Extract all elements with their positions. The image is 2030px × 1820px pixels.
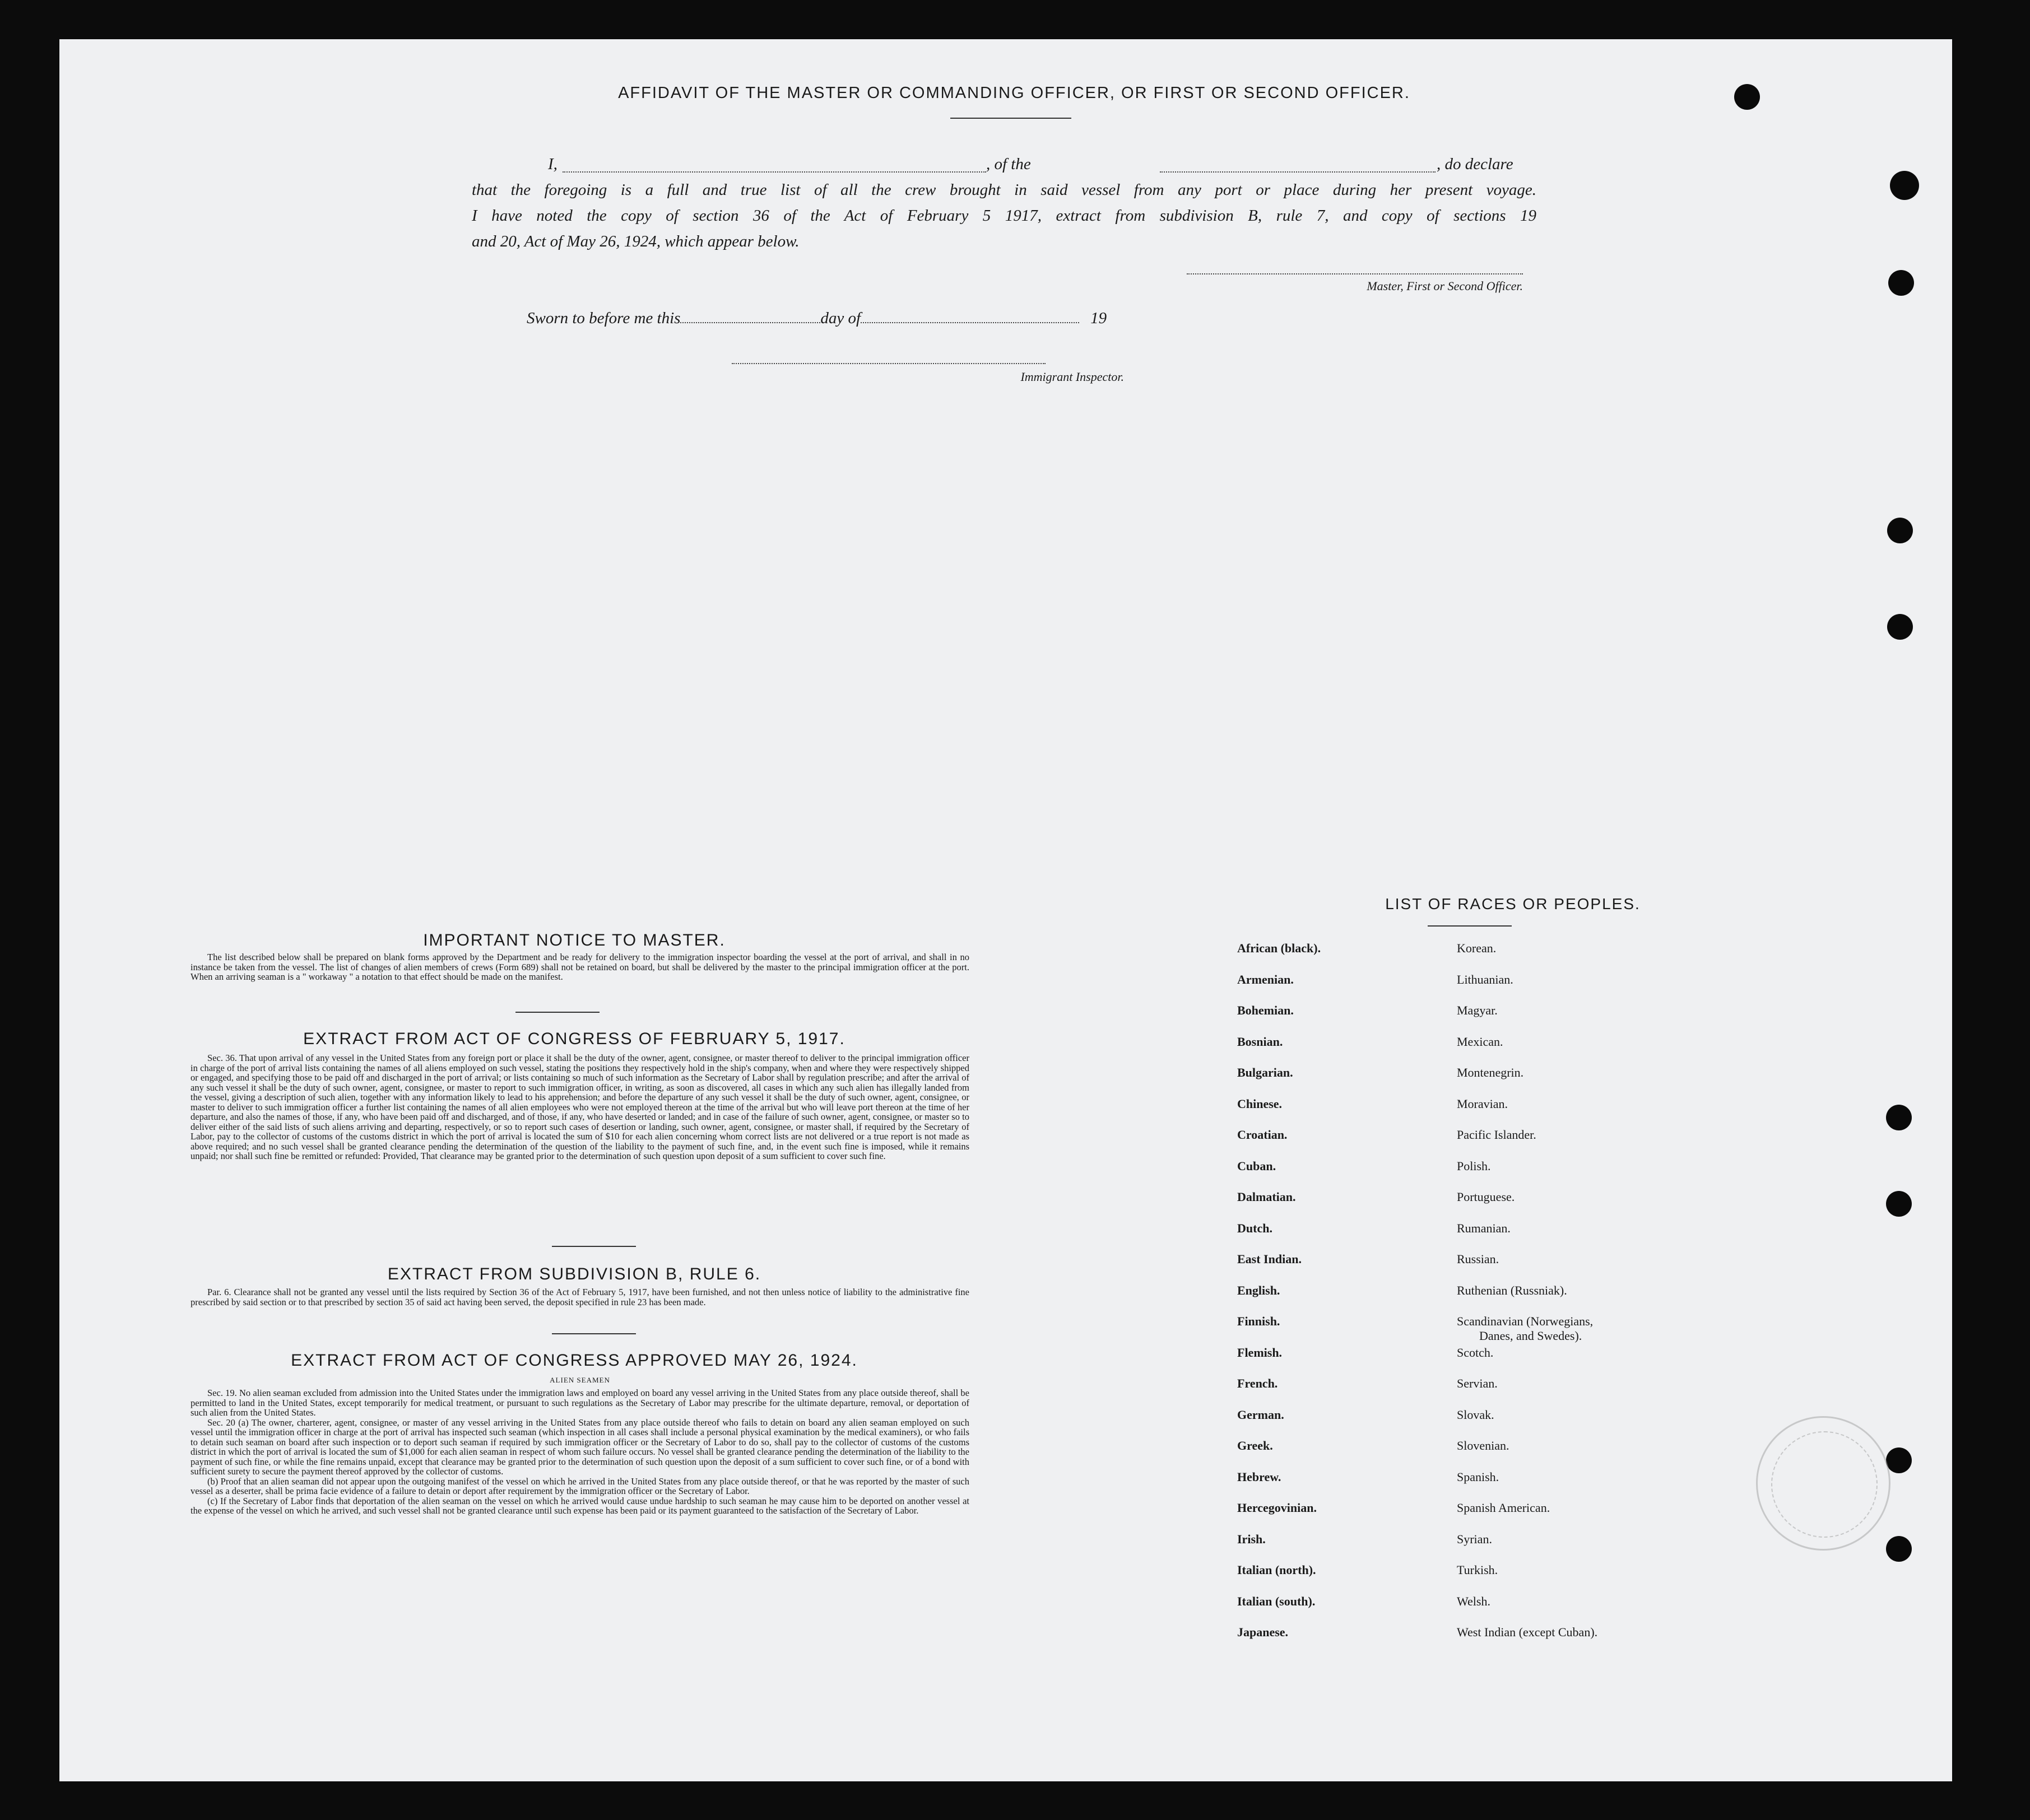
- punch-hole: [1886, 1447, 1912, 1473]
- race-item: Bohemian.: [1237, 1003, 1294, 1017]
- race-item: Slovenian.: [1457, 1439, 1509, 1453]
- sworn-start: Sworn to before me this: [527, 309, 681, 327]
- day-blank: [680, 322, 820, 323]
- race-item: Chinese.: [1237, 1096, 1283, 1111]
- affidavit-line-2: that the foregoing is a full and true list of all the crew brought in said vessel from any port or place during her present voyage.: [472, 181, 1536, 199]
- race-item: Bulgarian.: [1237, 1065, 1293, 1079]
- sec-20c-paragraph: (c) If the Secretary of Labor finds that deportation of the alien seaman on the vessel on which he arrived would cause undue hardship to such seaman he may cause him to be deported on another vessel at the expense of the vessel on which he arrived, and such vessel shall not be granted clearance until such expense has been paid or its payment guaranteed to the satisfaction of the Secretary of Labor.: [191, 1495, 969, 1516]
- race-item: French.: [1237, 1376, 1278, 1390]
- punch-hole: [1887, 614, 1913, 640]
- divider: [552, 1246, 636, 1247]
- race-item: Spanish.: [1457, 1469, 1499, 1484]
- race-item: Spanish American.: [1457, 1501, 1550, 1515]
- race-item: Lithuanian.: [1457, 972, 1513, 986]
- races-column-1: [1237, 941, 1321, 1656]
- notice-title: IMPORTANT NOTICE TO MASTER.: [423, 931, 726, 949]
- affidavit-declare: , do declare: [1437, 155, 1513, 173]
- embossed-seal: [1756, 1416, 1890, 1551]
- race-item: Servian.: [1457, 1376, 1498, 1390]
- extract-1924-text: [191, 1388, 969, 1516]
- punch-hole: [1886, 1536, 1912, 1562]
- extract-1917-text: [191, 1053, 969, 1161]
- race-item: Scandinavian (Norwegians,: [1457, 1314, 1594, 1328]
- race-item: English.: [1237, 1283, 1280, 1297]
- sec-19-paragraph: Sec. 19. No alien seaman excluded from admission into the United States under the immigration laws and employed on board any vessel arriving in the United States from any place outside thereof, shall be permitted to land in the United States, except temporarily for medical treatment, or pursuant to such regulations as the Secretary of Labor may prescribe for the ultimate departure, removal, or deportation of such alien from the United States.: [191, 1388, 969, 1418]
- race-item: Dalmatian.: [1237, 1190, 1296, 1204]
- extract-1917-title: EXTRACT FROM ACT OF CONGRESS OF FEBRUARY 5, 1917.: [303, 1030, 846, 1048]
- race-item: Mexican.: [1457, 1034, 1503, 1049]
- notice-paragraph: The list described below shall be prepared on blank forms approved by the Department and be ready for delivery to the immigration inspector boarding the vessel at the port of arrival, and shall in no instance be taken from the vessel. The list of changes of alien members of crews (Form 689) shall not be retained on board, but shall be delivered by the master to the principal immigration officer at the port. When an arriving seaman is a " workaway " a notation to that effect should be made on the manifest.: [191, 952, 969, 982]
- race-item: Irish.: [1237, 1532, 1266, 1546]
- race-item: Italian (north).: [1237, 1563, 1316, 1577]
- punch-hole: [1886, 1105, 1912, 1130]
- race-item: Slovak.: [1457, 1407, 1494, 1422]
- extract-rule6-title: EXTRACT FROM SUBDIVISION B, RULE 6.: [387, 1265, 761, 1283]
- sworn-mid: day of: [820, 309, 861, 327]
- vessel-blank: [1160, 171, 1436, 173]
- inspector-label: Immigrant Inspector.: [1020, 370, 1124, 384]
- master-signature-line: [1187, 273, 1523, 274]
- race-item: Polish.: [1457, 1158, 1491, 1173]
- race-item: Welsh.: [1457, 1594, 1490, 1608]
- race-item: Bosnian.: [1237, 1034, 1283, 1049]
- race-item: Turkish.: [1457, 1563, 1498, 1577]
- race-item: African (black).: [1237, 941, 1321, 955]
- punch-hole: [1887, 518, 1913, 543]
- race-item: Rumanian.: [1457, 1221, 1511, 1235]
- divider: [515, 1012, 600, 1013]
- sec-20b-paragraph: (b) Proof that an alien seaman did not appear upon the outgoing manifest of the vessel on which he arrived in the United States from any place outside thereof, or that he was reported by the master of such vessel as a deserter, shall be prima facie evidence of a failure to detain or deport after requirement by the immigration officer or the Secretary of Labor.: [191, 1475, 969, 1496]
- race-item: Portuguese.: [1457, 1190, 1515, 1204]
- race-item: Finnish.: [1237, 1314, 1280, 1328]
- race-item: West Indian (except Cuban).: [1457, 1625, 1598, 1639]
- sworn-line: [527, 309, 1107, 328]
- divider: [1428, 925, 1512, 927]
- inspector-signature-line: [732, 363, 1046, 364]
- race-item: Scotch.: [1457, 1345, 1494, 1360]
- races-column-2: [1457, 941, 1597, 1656]
- affidavit-title: AFFIDAVIT OF THE MASTER OR COMMANDING OFFICER, OR FIRST OR SECOND OFFICER.: [618, 84, 1410, 102]
- affidavit-of-the: , of the: [986, 155, 1031, 173]
- punch-hole: [1888, 270, 1914, 296]
- race-item: Croatian.: [1237, 1128, 1288, 1142]
- affidavit-line-1: [472, 151, 1536, 177]
- race-item: Moravian.: [1457, 1096, 1508, 1111]
- race-item: Flemish.: [1237, 1345, 1283, 1360]
- divider: [950, 118, 1071, 119]
- races-title: LIST OF RACES OR PEOPLES.: [1385, 895, 1641, 913]
- punch-hole: [1886, 1191, 1912, 1217]
- race-item: Magyar.: [1457, 1003, 1498, 1017]
- affidavit-line-4: and 20, Act of May 26, 1924, which appear below.: [472, 232, 800, 250]
- divider: [552, 1333, 636, 1334]
- race-item: Montenegrin.: [1457, 1065, 1524, 1079]
- extract-rule6-paragraph: Par. 6. Clearance shall not be granted any vessel until the lists required by Section 36 of the Act of February 5, 1917, have been furnished, and not then unless notice of liability to the administrative fine prescribed by said section or to that prescribed by section 35 of said act having been served, the deposit specified in rule 23 has been made.: [191, 1287, 969, 1307]
- race-item: Korean.: [1457, 941, 1497, 955]
- race-item: Greek.: [1237, 1439, 1273, 1453]
- race-item: Ruthenian (Russniak).: [1457, 1283, 1567, 1297]
- race-item: Russian.: [1457, 1252, 1499, 1266]
- alien-seamen-heading: ALIEN SEAMEN: [550, 1376, 610, 1384]
- master-signature-label: Master, First or Second Officer.: [1367, 279, 1523, 293]
- affidavit-i: I,: [548, 155, 558, 173]
- race-item: German.: [1237, 1407, 1284, 1422]
- race-item: Danes, and Swedes).: [1479, 1329, 1582, 1343]
- sworn-year: 19: [1090, 309, 1107, 327]
- race-item: Italian (south).: [1237, 1594, 1316, 1608]
- affidavit-line-3: I have noted the copy of section 36 of the Act of February 5 1917, extract from subdivision B, rule 7, and copy of sections 19: [472, 207, 1536, 225]
- punch-hole: [1734, 84, 1760, 110]
- race-item: Dutch.: [1237, 1221, 1272, 1235]
- sec-20a-paragraph: Sec. 20 (a) The owner, charterer, agent, consignee, or master of any vessel arriving in the United States from any place outside thereof who fails to detain on board any alien seaman employed on such vessel until the immigration officer in charge at the port of arrival has inspected such seaman (which inspection in all cases shall include a personal physical examination by the medical examiners), or who fails to detain such seaman on board after such inspection or to deport such seaman if required by such immigration officer or the Secretary of Labor to do so, shall pay to the collector of customs of the customs district in which the port of arrival is located the sum of $1,000 for each alien seaman in respect of whom such failure occurs. No vessel shall be granted clearance pending the determination of the liability to the payment of such fine, or while the fine remains unpaid, except that clearance may be granted prior to the determination of such question upon the deposit of a sum sufficient to cover such fine, or of a bond with sufficient surety to secure the payment thereof approved by the collector of customs.: [191, 1417, 969, 1477]
- race-item: Hebrew.: [1237, 1469, 1281, 1484]
- name-blank: [563, 171, 986, 173]
- race-item: Syrian.: [1457, 1532, 1492, 1546]
- extract-1917-paragraph: Sec. 36. That upon arrival of any vessel in the United States from any foreign port or place it shall be the duty of the owner, agent, consignee, or master thereof to deliver to the principal immigration officer in charge of the port of arrival lists containing the names of all aliens employed on such vessel, stating the positions they respectively hold in the ship's company, when and where they were respectively shipped or engaged, and specifying those to be paid off and discharged in the port of arrival; or lists containing so much of such information as the Secretary of Labor shall by regulation prescribe; and after the arrival of any such vessel it shall be the duty of such owner, agent, consignee, or master to report to such immigration officer, in writing, as soon as discovered, all cases in which any such alien has illegally landed from the vessel, giving a description of such alien, together with any information likely to lead to his apprehension; and before the departure of any such vessel it shall be the duty of such owner, agent, consignee, or master to deliver to such immigration officer a further list containing the names of all alien employees who were not employed thereon at the time of the arrival but who will leave port thereon at the time of her departure, and also the names of those, if any, who have been paid off and discharged, and of those, if any, who have deserted or landed; and in case of the failure of such owner, agent, consignee, or master so to deliver either of the said lists of such aliens arriving and departing, respectively, or so to report such cases of desertion or landing, such owner, agent, consignee, or master shall, if required by the Secretary of Labor, pay to the collector of customs of the customs district in which the port of arrival is located the sum of $10 for each alien concerning whom correct lists are not delivered or a true report is not made as above required; and no such vessel shall be granted clearance pending the determination of the question of the liability to the payment of such fine, and, in the event such fine is imposed, while it remains unpaid; nor shall such fine be remitted or refunded: Provided, That clearance may be granted prior to the determination of such question upon deposit of a sum sufficient to cover such fine.: [191, 1053, 969, 1161]
- notice-text: [191, 952, 969, 982]
- month-blank: [861, 322, 1079, 323]
- race-item: Japanese.: [1237, 1625, 1289, 1639]
- punch-hole: [1890, 171, 1919, 200]
- extract-rule6-text: [191, 1287, 969, 1307]
- extract-1924-title: EXTRACT FROM ACT OF CONGRESS APPROVED MAY 26, 1924.: [291, 1351, 858, 1370]
- race-item: Cuban.: [1237, 1158, 1276, 1173]
- race-item: Pacific Islander.: [1457, 1128, 1536, 1142]
- race-item: East Indian.: [1237, 1252, 1302, 1266]
- race-item: Armenian.: [1237, 972, 1294, 986]
- affidavit-body: [472, 151, 1536, 254]
- race-item: Hercegovinian.: [1237, 1501, 1317, 1515]
